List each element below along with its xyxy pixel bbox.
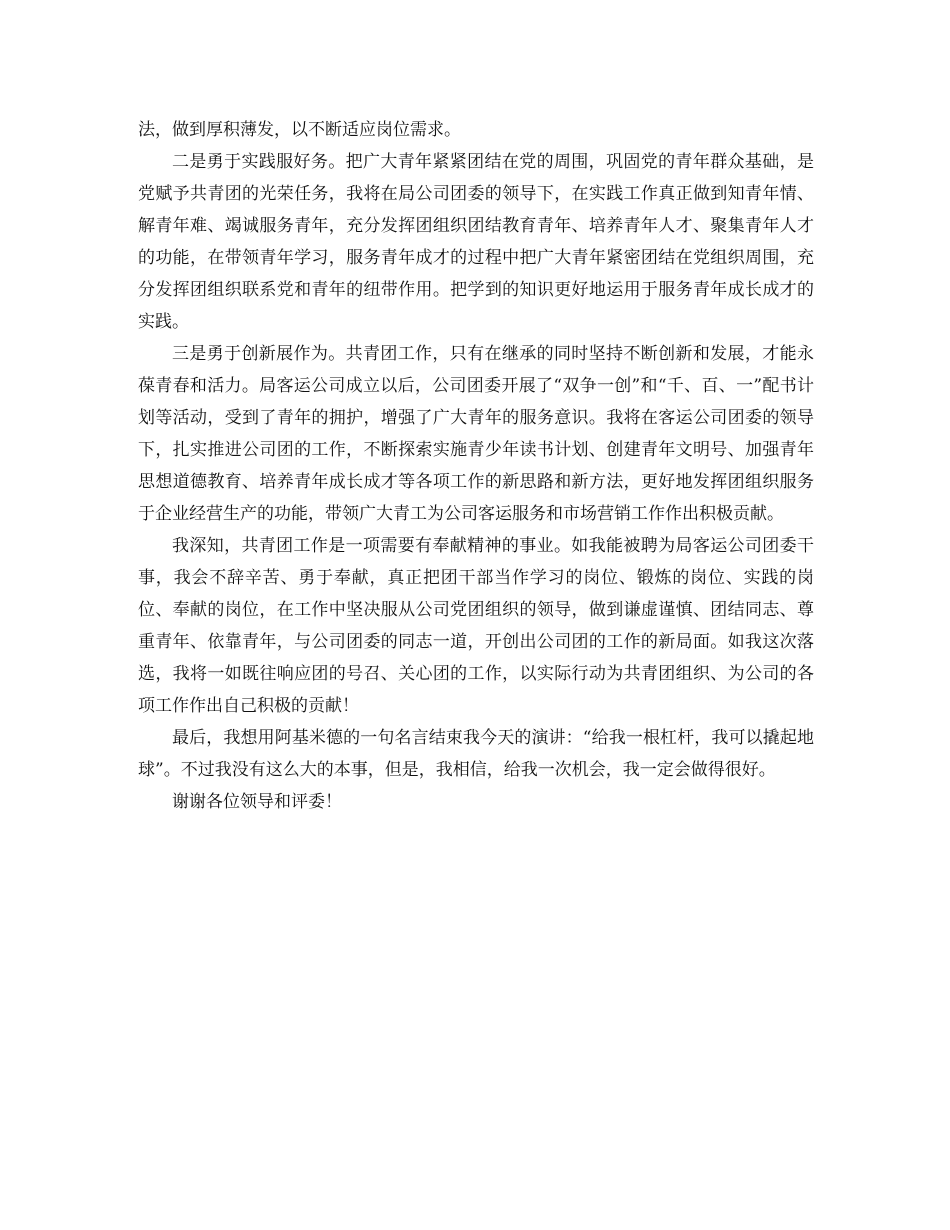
paragraph-continuation: 法，做到厚积薄发，以不断适应岗位需求。 [138,120,461,140]
paragraph-closing-quote: 最后，我想用阿基米德的一句名言结束我今天的演讲：“给我一根杠杆，我可以撬起地球”。不过我没有这么大的本事，但是，我相信，给我一次机会，我一定会做得很好。 [138,728,814,780]
paragraph-innovation: 三是勇于创新展作为。共青团工作，只有在继承的同时坚持不断创新和发展，才能永葆青春和活力。局客运公司成立以后，公司团委开展了“双争一创”和“千、百、一”配书计划等活动，受到了青年的拥护，增强了广大青年的服务意识。我将在客运公司团委的领导下，扎实推进公司团的工作，不断探索实施青少年读书计划、创建青年文明号、加强青年思想道德教育、培养青年成长成才等各项工作的新思路和新方法，更好地发挥团组织服务于企业经营生产的功能，带领广大青工为公司客运服务和市场营销工作作出积极贡献。 [138,344,814,524]
paragraph-practice-service: 二是勇于实践服好务。把广大青年紧紧团结在党的周围，巩固党的青年群众基础，是党赋予共青团的光荣任务，我将在局公司团委的领导下，在实践工作真正做到知青年情、解青年难、竭诚服务青年，充分发挥团组织团结教育青年、培养青年人才、聚集青年人才的功能，在带领青年学习，服务青年成才的过程中把广大青年紧密团结在党组织周围，充分发挥团组织联系党和青年的纽带作用。把学到的知识更好地运用于服务青年成长成才的实践。 [138,152,814,332]
document-body [138,114,814,818]
paragraph-thanks: 谢谢各位领导和评委！ [172,792,342,812]
paragraph-dedication: 我深知，共青团工作是一项需要有奉献精神的事业。如我能被聘为局客运公司团委干事，我会不辞辛苦、勇于奉献，真正把团干部当作学习的岗位、锻炼的岗位、实践的岗位、奉献的岗位，在工作中坚决服从公司党团组织的领导，做到谦虚谨慎、团结同志、尊重青年、依靠青年，与公司团委的同志一道，开创出公司团的工作的新局面。如我这次落选，我将一如既往响应团的号召、关心团的工作，以实际行动为共青团组织、为公司的各项工作作出自己积极的贡献！ [138,536,814,716]
